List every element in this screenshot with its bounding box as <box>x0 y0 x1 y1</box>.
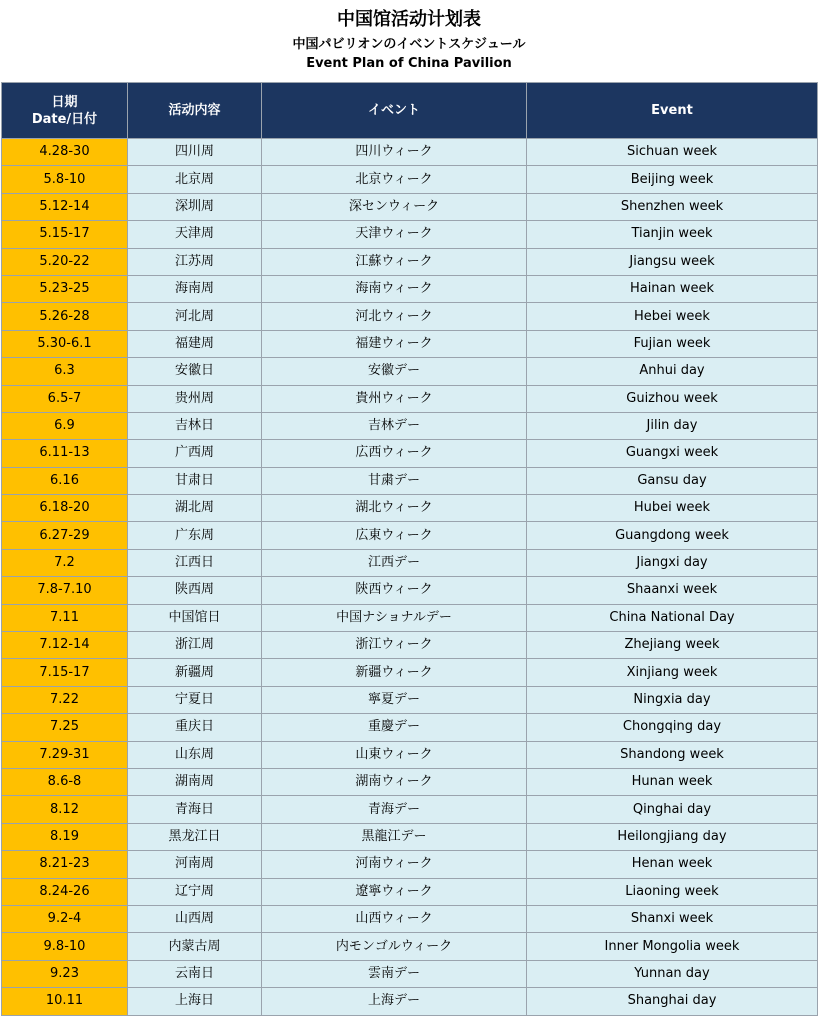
header-row <box>2 83 818 139</box>
date-cell: 5.26-28 <box>2 303 128 330</box>
date-cell: 7.29-31 <box>2 741 128 768</box>
chinese-event-cell: 中国馆日 <box>128 604 262 631</box>
date-cell: 7.8-7.10 <box>2 577 128 604</box>
japanese-event-cell: 河南ウィーク <box>262 851 527 878</box>
japanese-event-cell: 遼寧ウィーク <box>262 878 527 905</box>
date-cell: 5.23-25 <box>2 275 128 302</box>
table-row <box>2 248 818 275</box>
date-cell: 6.5-7 <box>2 385 128 412</box>
japanese-event-cell: 新疆ウィーク <box>262 659 527 686</box>
english-event-cell: China National Day <box>527 604 818 631</box>
japanese-event-cell: 深センウィーク <box>262 193 527 220</box>
chinese-event-cell: 天津周 <box>128 221 262 248</box>
japanese-event-cell: 内モンゴルウィーク <box>262 933 527 960</box>
date-cell: 5.15-17 <box>2 221 128 248</box>
title-japanese: 中国パビリオンのイベントスケジュール <box>292 37 526 52</box>
chinese-event-cell: 宁夏日 <box>128 686 262 713</box>
chinese-event-cell: 内蒙古周 <box>128 933 262 960</box>
chinese-event-cell: 湖北周 <box>128 495 262 522</box>
chinese-event-cell: 北京周 <box>128 166 262 193</box>
japanese-event-cell: 安徽デー <box>262 358 527 385</box>
header-date <box>2 83 128 139</box>
japanese-event-cell: 湖北ウィーク <box>262 495 527 522</box>
japanese-event-cell: 北京ウィーク <box>262 166 527 193</box>
english-event-cell: Qinghai day <box>527 796 818 823</box>
table-row <box>2 495 818 522</box>
header-chinese-event: 活动内容 <box>128 83 262 139</box>
date-cell: 7.25 <box>2 714 128 741</box>
table-row <box>2 604 818 631</box>
english-event-cell: Hubei week <box>527 495 818 522</box>
chinese-event-cell: 深圳周 <box>128 193 262 220</box>
table-row <box>2 823 818 850</box>
japanese-event-cell: 湖南ウィーク <box>262 768 527 795</box>
table-row <box>2 851 818 878</box>
date-cell: 8.24-26 <box>2 878 128 905</box>
chinese-event-cell: 四川周 <box>128 139 262 166</box>
table-row <box>2 467 818 494</box>
chinese-event-cell: 辽宁周 <box>128 878 262 905</box>
title-english: Event Plan of China Pavilion <box>306 56 512 71</box>
english-event-cell: Ningxia day <box>527 686 818 713</box>
chinese-event-cell: 吉林日 <box>128 412 262 439</box>
japanese-event-cell: 寧夏デー <box>262 686 527 713</box>
chinese-event-cell: 湖南周 <box>128 768 262 795</box>
event-schedule-table <box>1 82 818 1016</box>
english-event-cell: Shanghai day <box>527 988 818 1015</box>
date-cell: 7.15-17 <box>2 659 128 686</box>
table-row <box>2 878 818 905</box>
date-cell: 6.3 <box>2 358 128 385</box>
japanese-event-cell: 貴州ウィーク <box>262 385 527 412</box>
table-row <box>2 768 818 795</box>
date-cell: 6.18-20 <box>2 495 128 522</box>
english-event-cell: Jiangsu week <box>527 248 818 275</box>
english-event-cell: Zhejiang week <box>527 632 818 659</box>
english-event-cell: Hunan week <box>527 768 818 795</box>
english-event-cell: Beijing week <box>527 166 818 193</box>
chinese-event-cell: 海南周 <box>128 275 262 302</box>
chinese-event-cell: 贵州周 <box>128 385 262 412</box>
table-row <box>2 139 818 166</box>
chinese-event-cell: 重庆日 <box>128 714 262 741</box>
date-cell: 6.27-29 <box>2 522 128 549</box>
date-cell: 5.8-10 <box>2 166 128 193</box>
japanese-event-cell: 山西ウィーク <box>262 905 527 932</box>
title-chinese: 中国馆活动计划表 <box>337 9 481 30</box>
header-japanese-event: イベント <box>262 83 527 139</box>
english-event-cell: Jilin day <box>527 412 818 439</box>
table-row <box>2 522 818 549</box>
date-cell: 10.11 <box>2 988 128 1015</box>
date-cell: 9.23 <box>2 960 128 987</box>
date-cell: 4.28-30 <box>2 139 128 166</box>
table-row <box>2 440 818 467</box>
header-english-event: Event <box>527 83 818 139</box>
english-event-cell: Hainan week <box>527 275 818 302</box>
table-row <box>2 714 818 741</box>
english-event-cell: Shaanxi week <box>527 577 818 604</box>
english-event-cell: Shandong week <box>527 741 818 768</box>
date-cell: 6.11-13 <box>2 440 128 467</box>
english-event-cell: Tianjin week <box>527 221 818 248</box>
date-cell: 8.6-8 <box>2 768 128 795</box>
chinese-event-cell: 广西周 <box>128 440 262 467</box>
japanese-event-cell: 青海デー <box>262 796 527 823</box>
japanese-event-cell: 広西ウィーク <box>262 440 527 467</box>
japanese-event-cell: 山東ウィーク <box>262 741 527 768</box>
english-event-cell: Gansu day <box>527 467 818 494</box>
english-event-cell: Henan week <box>527 851 818 878</box>
japanese-event-cell: 中国ナショナルデー <box>262 604 527 631</box>
table-row <box>2 412 818 439</box>
english-event-cell: Heilongjiang day <box>527 823 818 850</box>
table-body <box>2 139 818 1016</box>
japanese-event-cell: 広東ウィーク <box>262 522 527 549</box>
date-cell: 5.20-22 <box>2 248 128 275</box>
english-event-cell: Sichuan week <box>527 139 818 166</box>
japanese-event-cell: 江蘇ウィーク <box>262 248 527 275</box>
date-cell: 5.12-14 <box>2 193 128 220</box>
chinese-event-cell: 河南周 <box>128 851 262 878</box>
date-cell: 6.9 <box>2 412 128 439</box>
chinese-event-cell: 云南日 <box>128 960 262 987</box>
date-cell: 9.8-10 <box>2 933 128 960</box>
english-event-cell: Guizhou week <box>527 385 818 412</box>
japanese-event-cell: 江西デー <box>262 549 527 576</box>
english-event-cell: Liaoning week <box>527 878 818 905</box>
table-row <box>2 741 818 768</box>
japanese-event-cell: 浙江ウィーク <box>262 632 527 659</box>
table-row <box>2 686 818 713</box>
date-cell: 8.19 <box>2 823 128 850</box>
date-cell: 7.11 <box>2 604 128 631</box>
english-event-cell: Anhui day <box>527 358 818 385</box>
table-row <box>2 577 818 604</box>
table-row <box>2 659 818 686</box>
english-event-cell: Xinjiang week <box>527 659 818 686</box>
table-header <box>2 83 818 139</box>
japanese-event-cell: 陝西ウィーク <box>262 577 527 604</box>
table-row <box>2 358 818 385</box>
english-event-cell: Shanxi week <box>527 905 818 932</box>
japanese-event-cell: 海南ウィーク <box>262 275 527 302</box>
table-row <box>2 905 818 932</box>
date-cell: 7.2 <box>2 549 128 576</box>
japanese-event-cell: 上海デー <box>262 988 527 1015</box>
japanese-event-cell: 河北ウィーク <box>262 303 527 330</box>
english-event-cell: Chongqing day <box>527 714 818 741</box>
table-row <box>2 330 818 357</box>
date-cell: 5.30-6.1 <box>2 330 128 357</box>
table-row <box>2 275 818 302</box>
table-row <box>2 303 818 330</box>
english-event-cell: Inner Mongolia week <box>527 933 818 960</box>
date-cell: 8.21-23 <box>2 851 128 878</box>
table-row <box>2 988 818 1015</box>
chinese-event-cell: 安徽日 <box>128 358 262 385</box>
date-cell: 8.12 <box>2 796 128 823</box>
table-row <box>2 385 818 412</box>
chinese-event-cell: 广东周 <box>128 522 262 549</box>
english-event-cell: Guangdong week <box>527 522 818 549</box>
table-row <box>2 549 818 576</box>
chinese-event-cell: 江苏周 <box>128 248 262 275</box>
english-event-cell: Hebei week <box>527 303 818 330</box>
english-event-cell: Guangxi week <box>527 440 818 467</box>
chinese-event-cell: 黑龙江日 <box>128 823 262 850</box>
japanese-event-cell: 重慶デー <box>262 714 527 741</box>
chinese-event-cell: 福建周 <box>128 330 262 357</box>
english-event-cell: Shenzhen week <box>527 193 818 220</box>
chinese-event-cell: 青海日 <box>128 796 262 823</box>
chinese-event-cell: 新疆周 <box>128 659 262 686</box>
japanese-event-cell: 福建ウィーク <box>262 330 527 357</box>
japanese-event-cell: 四川ウィーク <box>262 139 527 166</box>
japanese-event-cell: 天津ウィーク <box>262 221 527 248</box>
chinese-event-cell: 河北周 <box>128 303 262 330</box>
date-cell: 7.22 <box>2 686 128 713</box>
table-row <box>2 166 818 193</box>
table-row <box>2 221 818 248</box>
chinese-event-cell: 陕西周 <box>128 577 262 604</box>
english-event-cell: Jiangxi day <box>527 549 818 576</box>
chinese-event-cell: 江西日 <box>128 549 262 576</box>
japanese-event-cell: 雲南デー <box>262 960 527 987</box>
japanese-event-cell: 吉林デー <box>262 412 527 439</box>
title-block <box>0 0 818 82</box>
chinese-event-cell: 山东周 <box>128 741 262 768</box>
table-row <box>2 933 818 960</box>
chinese-event-cell: 上海日 <box>128 988 262 1015</box>
chinese-event-cell: 甘肃日 <box>128 467 262 494</box>
japanese-event-cell: 甘粛デー <box>262 467 527 494</box>
table-row <box>2 193 818 220</box>
english-event-cell: Fujian week <box>527 330 818 357</box>
english-event-cell: Yunnan day <box>527 960 818 987</box>
table-row <box>2 632 818 659</box>
header-date-line2: Date/日付 <box>31 111 98 127</box>
table-row <box>2 960 818 987</box>
chinese-event-cell: 山西周 <box>128 905 262 932</box>
date-cell: 6.16 <box>2 467 128 494</box>
japanese-event-cell: 黒龍江デー <box>262 823 527 850</box>
table-row <box>2 796 818 823</box>
header-date-line1: 日期 <box>51 94 78 110</box>
date-cell: 9.2-4 <box>2 905 128 932</box>
chinese-event-cell: 浙江周 <box>128 632 262 659</box>
date-cell: 7.12-14 <box>2 632 128 659</box>
